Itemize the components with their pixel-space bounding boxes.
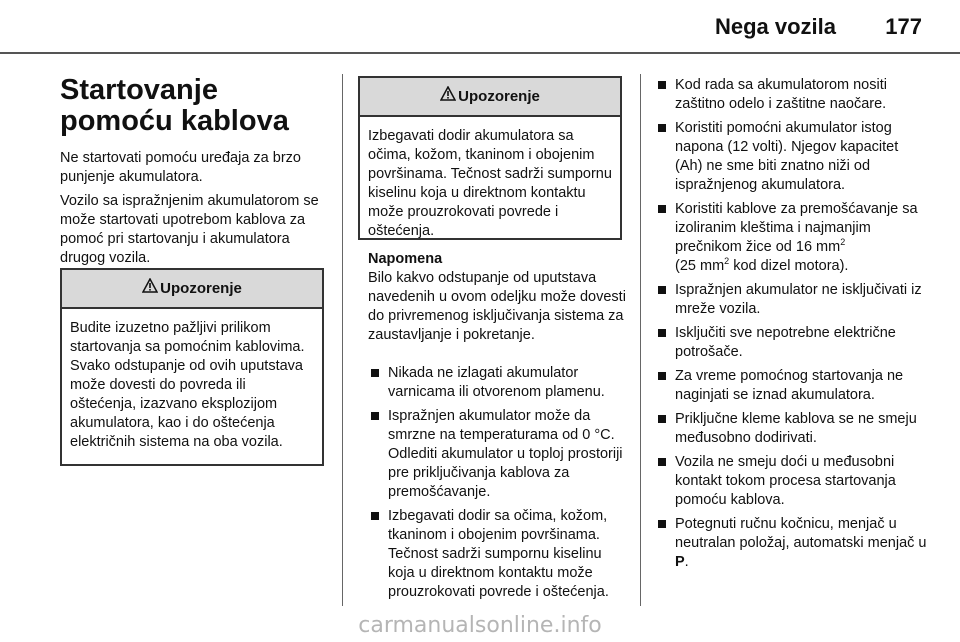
list-item: Ispražnjen akumulator ne isključivati iz mreže vozila. bbox=[655, 281, 927, 319]
list-item: Vozila ne smeju doći u međusobni kontakt tokom procesa startovanja pomoću kablova. bbox=[655, 453, 927, 510]
list-item: Potegnuti ručnu kočnicu, menjač u neutralan položaj, automatski menjač u P. bbox=[655, 515, 927, 572]
list-item: Kod rada sa akumulatorom nositi zaštitno odelo i zaštitne naočare. bbox=[655, 76, 927, 114]
bullet-list bbox=[368, 364, 630, 607]
list-item: Za vreme pomoćnog startovanja ne naginjati se iznad akumulatora. bbox=[655, 367, 927, 405]
column-divider bbox=[342, 74, 343, 606]
list-item: Izbegavati dodir sa očima, kožom, tkaninom i obojenim površinama. Tečnost sadrži sumpornu kiselinu koja u direktnom kontaktu može prouzrokovati povrede i oštećenja. bbox=[368, 507, 630, 602]
page-number: 177 bbox=[885, 14, 922, 39]
intro-paragraph: Vozilo sa ispražnjenim akumulatorom se može startovati upotrebom kablova za pomoć pri startovanju i akumulatora drugog vozila. bbox=[60, 193, 319, 266]
warning-text: Budite izuzetno pažljivi prilikom startovanja sa pomoćnim kablovima. Svako odstupanje od ovih uputstava može dovesti do povreda ili oštećenja, izazvano eksplozijom akumulatora, kao i do oštećenja električnih sistema na oba vozila. bbox=[70, 320, 305, 450]
bullet-icon bbox=[658, 205, 666, 213]
header-rule bbox=[0, 52, 960, 54]
bullet-list bbox=[655, 76, 927, 577]
bullet-icon bbox=[658, 124, 666, 132]
warning-text: Izbegavati dodir akumulatora sa očima, kožom, tkaninom i obojenim površinama. Tečnost sadrži sumpornu kiselinu koja u direktnom kontaktu može prouzrokovati povrede i oštećenja. bbox=[368, 128, 612, 239]
bullet-icon bbox=[658, 81, 666, 89]
note-title: Napomena bbox=[368, 251, 443, 267]
note bbox=[368, 250, 626, 345]
column-divider bbox=[640, 74, 641, 606]
warning-triangle-icon bbox=[440, 78, 456, 115]
bullet-icon bbox=[658, 458, 666, 466]
bullet-icon bbox=[658, 286, 666, 294]
warning-header bbox=[62, 270, 322, 309]
list-item: Nikada ne izlagati akumulator varnicama ili otvorenom plamenu. bbox=[368, 364, 630, 402]
warning-label: Upozorenje bbox=[160, 280, 242, 297]
bullet-icon bbox=[371, 412, 379, 420]
intro-paragraph: Ne startovati pomoću uređaja za brzo punjenje akumulatora. bbox=[60, 150, 301, 185]
warning-box bbox=[60, 268, 324, 466]
warning-header bbox=[360, 78, 620, 117]
watermark: carmanualsonline.info bbox=[358, 613, 602, 638]
bullet-icon bbox=[658, 415, 666, 423]
list-item: Priključne kleme kablova se ne smeju međusobno dodirivati. bbox=[655, 410, 927, 448]
warning-label: Upozorenje bbox=[458, 88, 540, 105]
bullet-icon bbox=[658, 520, 666, 528]
bullet-icon bbox=[658, 329, 666, 337]
warning-box bbox=[358, 76, 622, 240]
list-item: Isključiti sve nepotrebne električne potrošače. bbox=[655, 324, 927, 362]
note-text: Bilo kakvo odstupanje od uputstava navedenih u ovom odeljku može dovesti do privremenog isključivanja sistema za zaustavljanje i pokretanje. bbox=[368, 270, 626, 343]
bullet-icon bbox=[658, 372, 666, 380]
bullet-icon bbox=[371, 512, 379, 520]
list-item: Koristiti kablove za premošćavanje sa izoliranim kleštima i najmanjim prečnikom žice od 16 $mm^2$ (25 $mm^2$ kod dizel motora). bbox=[655, 200, 927, 276]
warning-triangle-icon bbox=[142, 270, 158, 307]
list-item: Ispražnjen akumulator može da smrzne na temperaturama od 0 °C. Odlediti akumulator u toploj prostoriji pre priključivanja kablova za premošćavanje. bbox=[368, 407, 630, 502]
section-title: Startovanje pomoću kablova bbox=[60, 74, 289, 137]
list-item: Koristiti pomoćni akumulator istog napona (12 volti). Njegov kapacitet (Ah) ne sme biti znatno niži od ispražnjenog akumulatora. bbox=[655, 119, 927, 195]
bullet-icon bbox=[371, 369, 379, 377]
header-title: Nega vozila bbox=[714, 14, 836, 39]
